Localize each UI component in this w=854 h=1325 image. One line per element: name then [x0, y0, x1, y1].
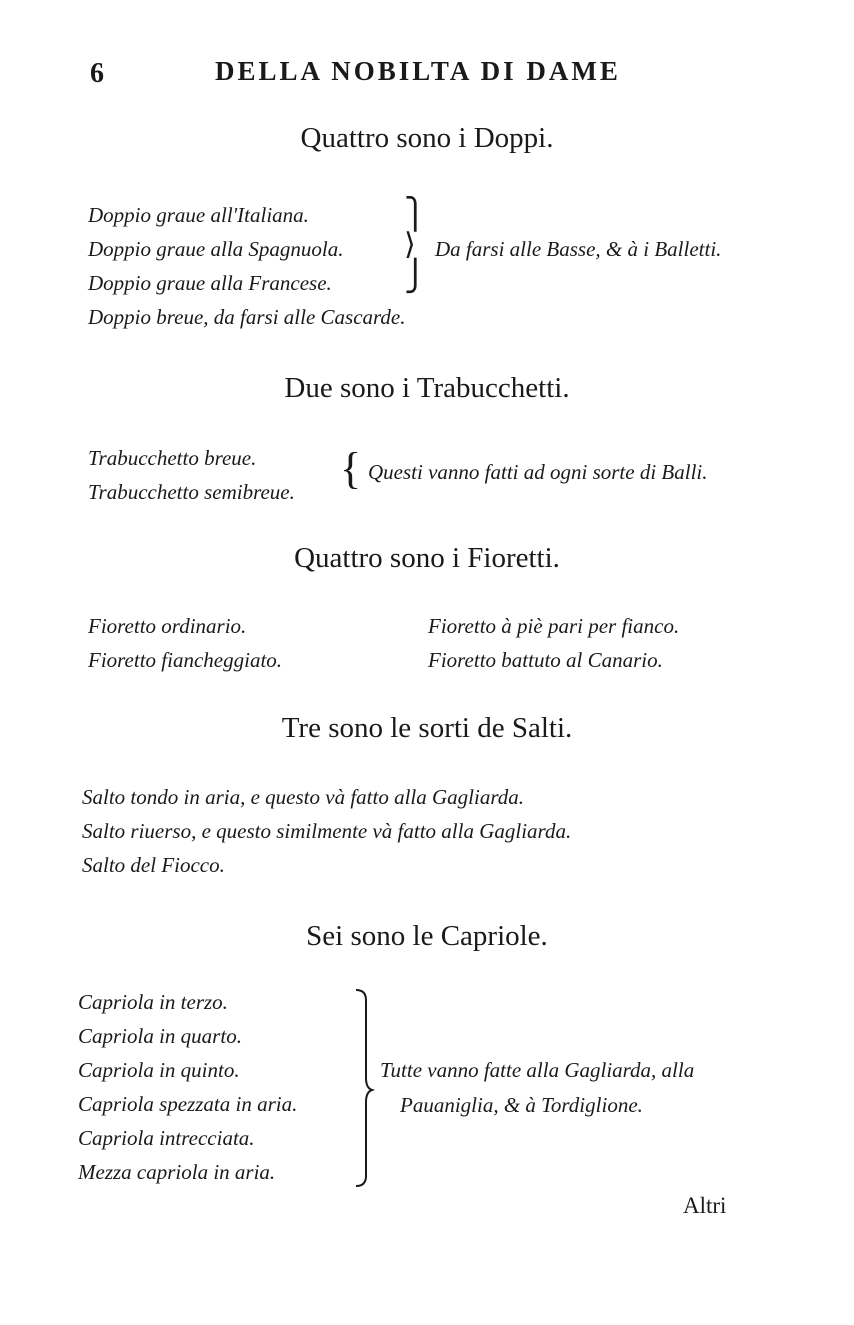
trabucchetti-item-1: Trabucchetto breue.: [88, 446, 257, 470]
heading-doppi: Quattro sono i Doppi.: [300, 122, 554, 154]
salti-item-1: Salto tondo in aria, e questo và fatto alla Gagliarda.: [82, 785, 524, 809]
catchword: Altri: [683, 1193, 727, 1218]
brace-trabucchetti: {: [340, 444, 362, 493]
brace-capriole: [352, 986, 376, 1190]
heading-trabucchetti: Due sono i Trabucchetti.: [284, 372, 570, 404]
trabucchetti-item-2: Trabucchetto semibreue.: [88, 480, 295, 504]
capriole-note-line1: Tutte vanno fatte alla Gagliarda, alla: [380, 1058, 695, 1082]
capriole-item-2: Capriola in quarto.: [78, 1024, 242, 1048]
salti-item-3: Salto del Fiocco.: [82, 853, 225, 877]
capriole-note-line2: Pauaniglia, & à Tordiglione.: [400, 1093, 643, 1117]
heading-fioretti: Quattro sono i Fioretti.: [294, 542, 560, 574]
fioretti-left-2: Fioretto fiancheggiato.: [88, 648, 283, 672]
capriole-item-6: Mezza capriola in aria.: [78, 1160, 276, 1184]
heading-salti: Tre sono le sorti de Salti.: [281, 712, 573, 744]
heading-capriole: Sei sono le Capriole.: [306, 920, 548, 952]
trabucchetti-note: Questi vanno fatti ad ogni sorte di Balli.: [368, 460, 708, 484]
doppi-note: Da farsi alle Basse, & à i Balletti.: [435, 237, 722, 261]
brace-doppi-end: ⎭: [404, 260, 427, 293]
fioretti-right-1: Fioretto à piè pari per fianco.: [428, 614, 680, 638]
capriole-item-4: Capriola spezzata in aria.: [78, 1092, 298, 1116]
page-number: 6: [90, 58, 104, 89]
brace-doppi-mid: ⟩: [404, 228, 416, 261]
doppi-item-4: Doppio breue, da farsi alle Cascarde.: [88, 305, 406, 329]
running-head: DELLA NOBILTA DI DAME: [215, 56, 621, 86]
fioretti-left-1: Fioretto ordinario.: [88, 614, 247, 638]
fioretti-right-2: Fioretto battuto al Canario.: [428, 648, 663, 672]
capriole-item-1: Capriola in terzo.: [78, 990, 228, 1014]
salti-item-2: Salto riuerso, e questo similmente và fatto alla Gagliarda.: [82, 819, 572, 843]
brace-doppi: ⎫: [404, 198, 427, 231]
capriole-item-5: Capriola intrecciata.: [78, 1126, 255, 1150]
doppi-item-2: Doppio graue alla Spagnuola.: [88, 237, 344, 261]
capriole-item-3: Capriola in quinto.: [78, 1058, 240, 1082]
doppi-item-1: Doppio graue all'Italiana.: [88, 203, 309, 227]
doppi-item-3: Doppio graue alla Francese.: [88, 271, 332, 295]
